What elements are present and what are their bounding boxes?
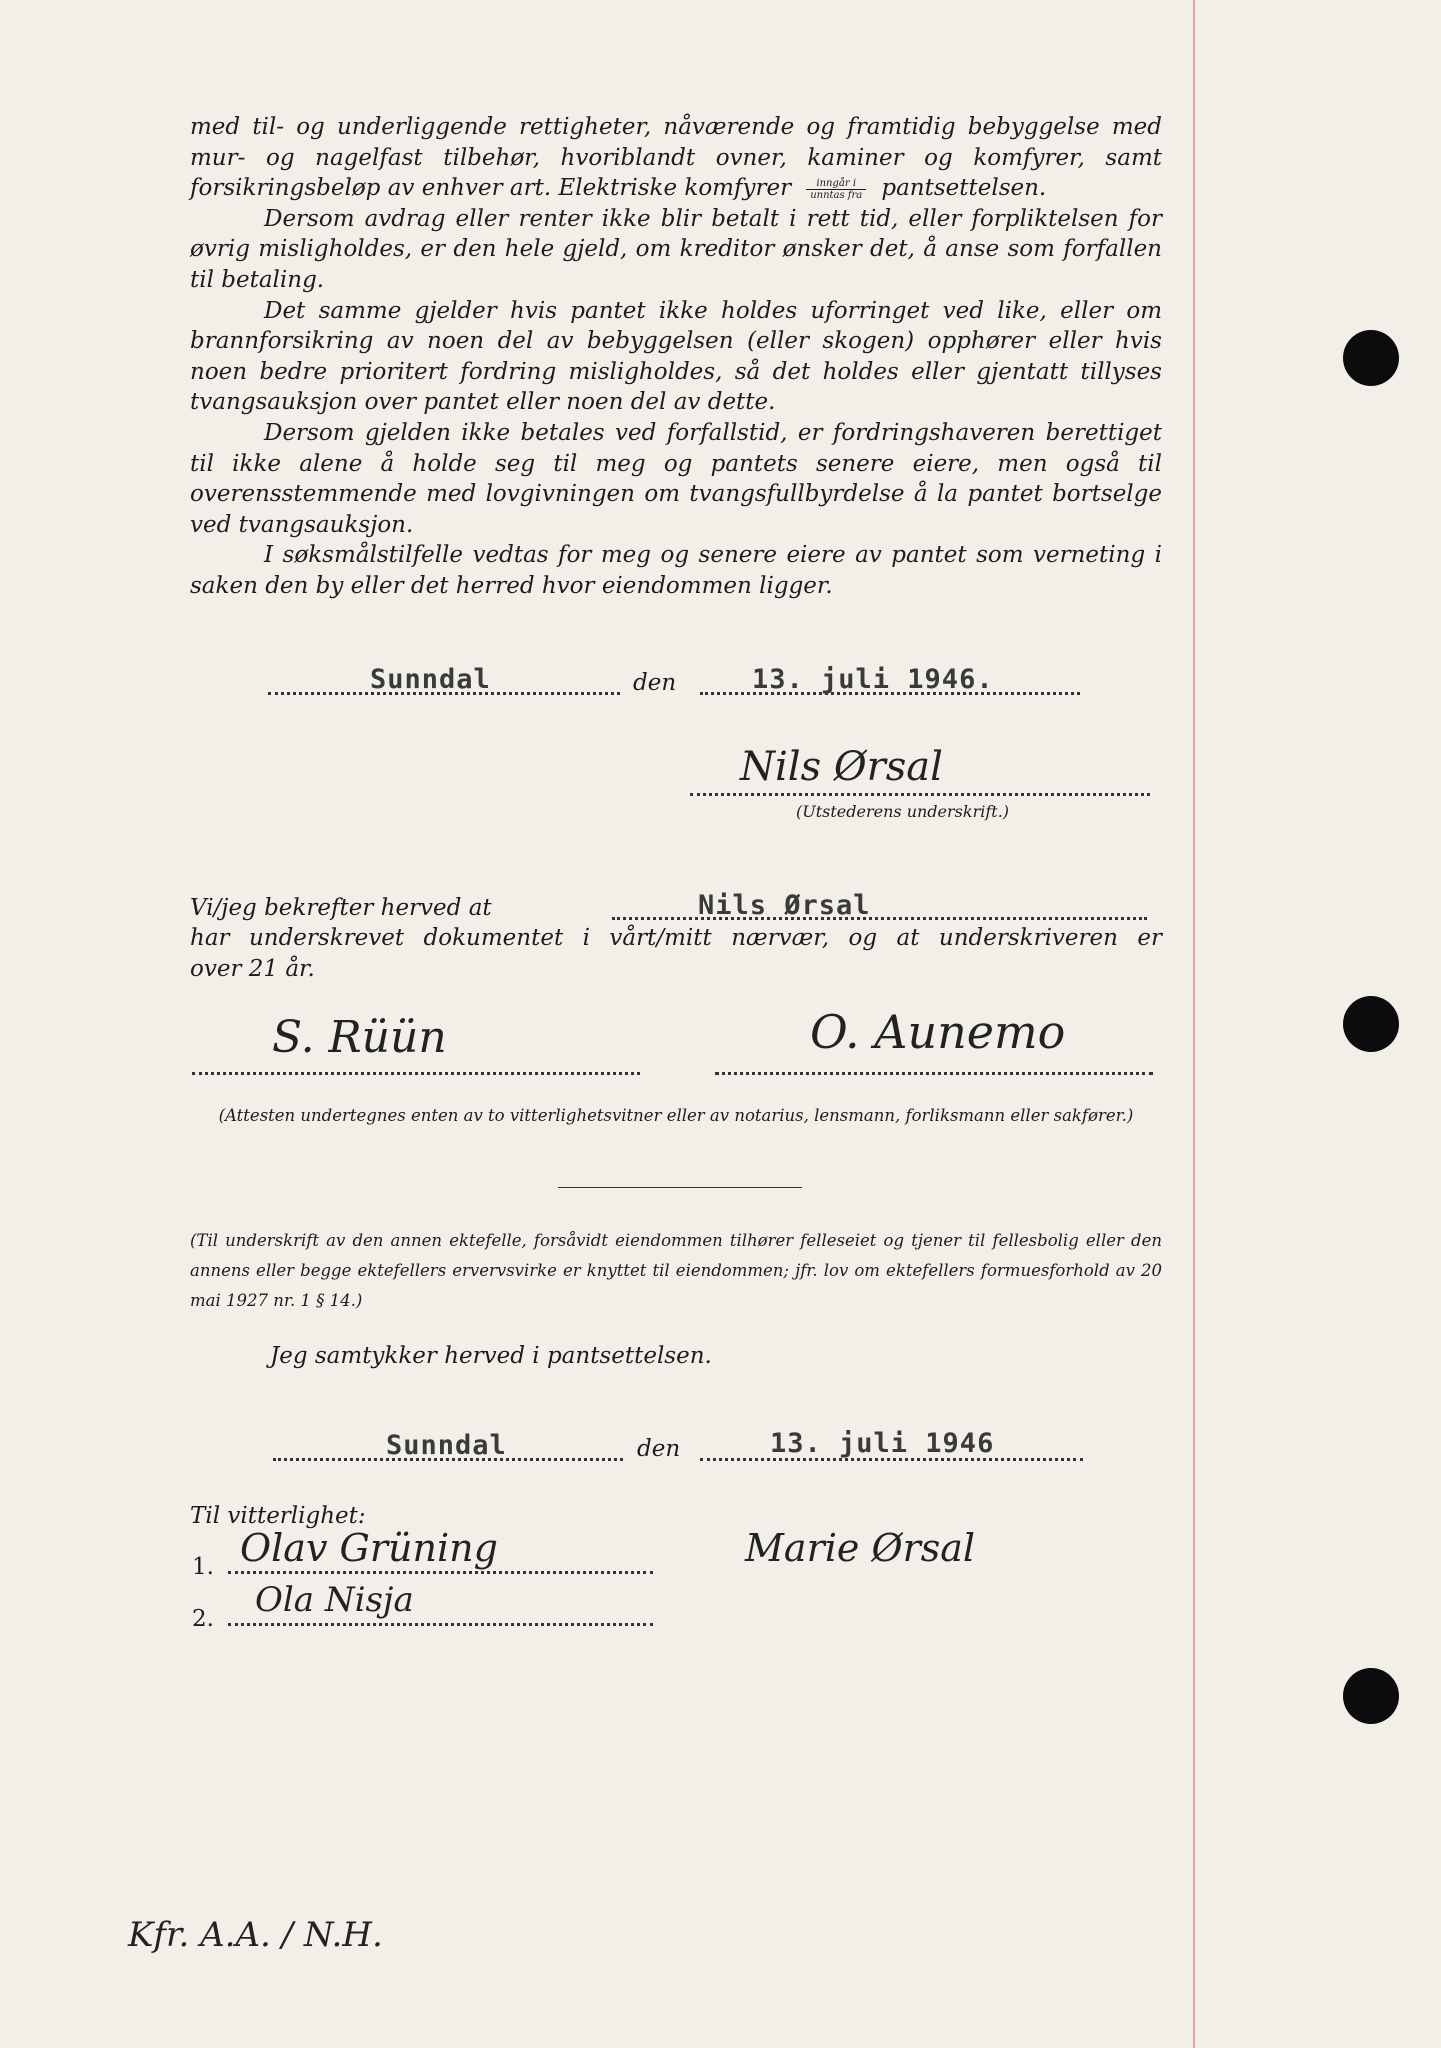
issuer-signature: Nils Ørsal xyxy=(740,744,943,790)
spouse-witness-2-line xyxy=(228,1623,653,1626)
spouse-witness-1-line xyxy=(228,1571,653,1574)
witness-1-line xyxy=(192,1072,640,1075)
witness-2-signature: O. Aunemo xyxy=(810,1005,1066,1059)
footer-handwritten-note: Kfr. A.A. / N.H. xyxy=(128,1915,383,1955)
mortgage-terms xyxy=(190,112,1162,602)
spouse-witness-2-signature: Ola Nisja xyxy=(255,1580,414,1620)
paragraph-5: I søksmålstilfelle vedtas for meg og senere eiere av pantet som verneting i saken den by eller det herred hvor eiendommen ligger. xyxy=(190,542,1162,599)
witness-1-number: 1. xyxy=(192,1554,214,1580)
witness-2-line xyxy=(715,1072,1153,1075)
spouse-witness-1-signature: Olav Grüning xyxy=(240,1526,498,1570)
spouse-date: 13. juli 1946 xyxy=(770,1428,995,1459)
attest-line-1: Vi/jeg bekrefter herved at xyxy=(190,895,492,921)
punch-hole xyxy=(1343,1668,1399,1724)
spouse-signature: Marie Ørsal xyxy=(745,1526,976,1570)
attest-name-line xyxy=(612,917,1147,920)
witness-1-signature: S. Rüün xyxy=(272,1012,447,1063)
witness-2-number: 2. xyxy=(192,1606,214,1632)
paragraph-1: med til- og underliggende rettigheter, nåværende og framtidig bebyggelse med mur- og nagelfast tilbehør, hvoriblandt ovner, kaminer og komfyrer, samt forsikringsbeløp av enhver art. Elektriske komfyrer $\frac{\text{inngår i}}{\text{unntas fra}}$ pantsettelsen. xyxy=(190,114,1162,202)
punch-hole xyxy=(1343,996,1399,1052)
attest-note: (Attesten undertegnes enten av to vitterlighetsvitner eller av notarius, lensmann, forliksmann eller sakfører.) xyxy=(218,1106,1134,1125)
section-divider xyxy=(558,1187,802,1188)
date-value: 13. juli 1946. xyxy=(752,664,994,695)
paragraph-3: Det samme gjelder hvis pantet ikke holdes uforringet ved like, eller om brannforsikring av noen del av bebyggelsen (eller skogen) opphører eller hvis noen bedre prioritert fordring misligholdes, så det holdes eller gjentatt tillyses tvangsauksjon over pantet eller noen del av dette. xyxy=(190,297,1162,416)
paragraph-2: Dersom avdrag eller renter ikke blir betalt i rett tid, eller forpliktelsen for øvrig misligholdes, er den hele gjeld, om kreditor ønsker det, å anse som forfallen til betaling. xyxy=(190,205,1162,293)
paragraph-4: Dersom gjelden ikke betales ved forfallstid, er fordringshaveren berettiget til ikke alene å holde seg til meg og pantets senere eiere, men også til overensstemmende med lovgivningen om tvangsfullbyrdelse å la pantet bortselge ved tvangsauksjon. xyxy=(190,419,1162,538)
issuer-signature-line xyxy=(690,793,1150,796)
punch-hole xyxy=(1343,330,1399,386)
den-label: den xyxy=(633,670,677,696)
attest-line-3: over 21 år. xyxy=(190,956,315,982)
witness-label: Til vitterlighet: xyxy=(190,1503,366,1529)
spouse-place: Sunndal xyxy=(386,1430,507,1461)
margin-rule xyxy=(1193,0,1195,2048)
attest-name: Nils Ørsal xyxy=(698,890,871,921)
inclusion-fraction: $\frac{\text{inngår i}}{\text{unntas fra}}$ xyxy=(806,178,866,201)
spouse-consent: Jeg samtykker herved i pantsettelsen. xyxy=(270,1343,712,1369)
attest-line-2: har underskrevet dokumentet i vårt/mitt nærvær, og at underskriveren er xyxy=(190,925,1162,951)
spouse-note: (Til underskrift av den annen ektefelle, forsåvidt eiendommen tilhører felleseiet og tjener til fellesbolig eller den annens eller begge ektefellers ervervsvirke er knyttet til eiendommen; jfr. lov om ektefellers formuesforhold av 20 mai 1927 nr. 1 § 14.) xyxy=(190,1231,1162,1310)
spouse-den-label: den xyxy=(637,1436,681,1462)
issuer-caption: (Utstederens underskrift.) xyxy=(796,802,1010,821)
place-value: Sunndal xyxy=(370,664,491,695)
